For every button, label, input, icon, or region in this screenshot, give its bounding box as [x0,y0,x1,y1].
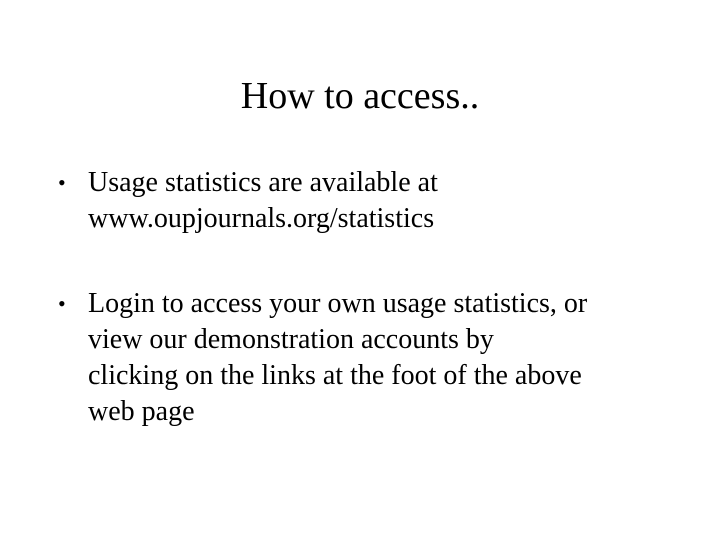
bullet-icon: • [58,291,66,316]
slide-title: How to access.. [240,75,480,117]
bullet-item-login [58,286,678,430]
statistics-url: www.oupjournals.org/statistics [88,203,435,234]
bullet-text-line: view our demonstration accounts by [88,324,494,355]
bullet-item-usage-statistics [58,165,678,237]
bullet-text-line: web page [88,396,195,427]
bullet-text-line: clicking on the links at the foot of the above [88,360,582,391]
bullet-icon: • [58,170,66,195]
bullet-text-line: Usage statistics are available at [88,167,438,198]
bullet-list [58,165,678,479]
bullet-text-line: Login to access your own usage statistics, or [88,288,588,319]
